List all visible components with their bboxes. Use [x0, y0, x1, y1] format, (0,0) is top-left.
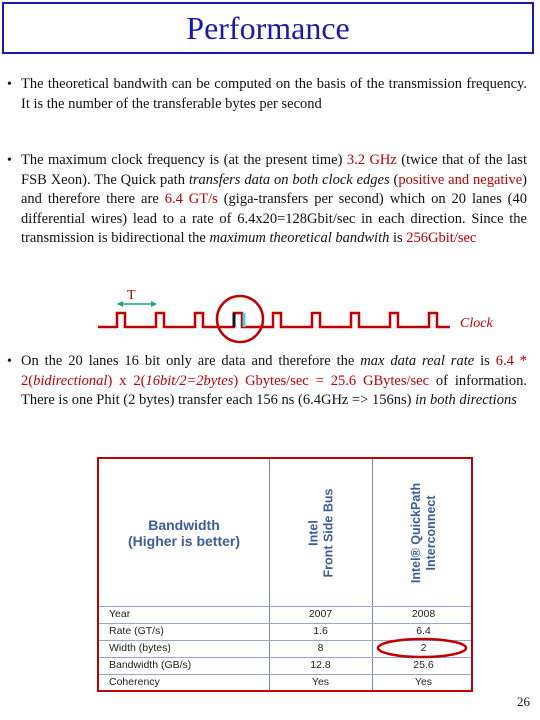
text-run: transfers data on both clock edges [188, 171, 390, 188]
qpi-value: 6.4 [416, 625, 431, 637]
text-run: positive and negative [398, 171, 523, 188]
bullet-paragraph-2 [7, 151, 528, 249]
text-run: max data real rate [360, 353, 475, 369]
text-run: 6.4 GT/s [164, 191, 218, 207]
clock-waveform [98, 313, 450, 327]
text-run: ( [389, 171, 399, 188]
qpi-value: 2008 [411, 608, 436, 620]
text-run: ) x 2( [107, 372, 146, 389]
table-heading-line2: (Higher is better) [127, 532, 240, 549]
column-header-qpi-line1: Intel® QuickPath [409, 482, 424, 583]
text-run: of information. There is one Phit (2 bytes) transfer each 156 ns (6.4GHz => 156ns) [21, 372, 527, 408]
clock-label: Clock [460, 316, 493, 331]
text-run: 3.2 GHz [346, 152, 397, 168]
bullet-paragraph-3 [7, 352, 528, 411]
qpi-value: 2 [420, 642, 427, 654]
table-row [99, 606, 471, 623]
text-run: bidirectional [33, 372, 108, 389]
bullet-1-text: The theoretical bandwith can be computed on the basis of the transmission frequency. It is the number of the transferable bytes per second [21, 76, 527, 112]
period-arrow-head-right [151, 301, 157, 307]
row-label: Year [109, 608, 131, 620]
text-run: (giga-transfers per second) which on 20 lanes (40 differential wires) lead to a rate of 6.4x20=128Gbit/sec in each direction. Since the transmission is bidirectional the [21, 191, 528, 246]
fsb-value: 8 [317, 642, 324, 654]
bullet-paragraph-1 [7, 75, 527, 114]
row-label: Coherency [109, 676, 160, 688]
text-run: ) Gbytes/sec = 25.6 GBytes/sec [233, 372, 430, 389]
text-run: The maximum clock frequency is (at the present time) [21, 152, 347, 168]
edge-highlight-circle [217, 296, 263, 342]
bullet-dot: • [7, 77, 12, 92]
text-run: ) and therefore there are [21, 171, 527, 207]
row-label: Rate (GT/s) [109, 625, 164, 637]
table-row [99, 623, 471, 640]
clock-diagram [0, 285, 540, 345]
column-header-fsb-line1: Intel [306, 519, 320, 546]
slide-title: Performance [2, 2, 534, 54]
text-run: On the 20 lanes 16 bit only are data and therefore the [21, 353, 361, 369]
table-row [99, 640, 471, 657]
column-header-fsb [291, 459, 351, 606]
fsb-value: Yes [311, 676, 330, 688]
page-number: 26 [517, 694, 530, 709]
fsb-value: 1.6 [313, 625, 328, 637]
bullet-dot: • [7, 153, 12, 168]
fsb-value: 2007 [308, 608, 333, 620]
text-run: is [474, 353, 496, 369]
text-run: (twice that of the last FSB Xeon). The Quick path [21, 152, 527, 188]
text-run: 6.4 * 2( [21, 353, 528, 389]
column-header-qpi [394, 459, 454, 606]
qpi-value: Yes [414, 676, 433, 688]
column-header-fsb-line2: Front Side Bus [321, 488, 335, 577]
text-run: in both directions [415, 392, 517, 408]
table-heading-line1: Bandwidth [148, 516, 220, 533]
period-label: T [127, 288, 136, 303]
table-row [99, 657, 471, 674]
bandwidth-comparison-table [97, 457, 473, 692]
period-arrow-head-left [117, 301, 123, 307]
row-label: Bandwidth (GB/s) [109, 659, 192, 671]
table-heading [99, 459, 269, 606]
text-run: 16bit/2=2bytes [145, 372, 234, 389]
column-header-qpi-line2: Interconnect [424, 494, 439, 571]
table-row [99, 674, 471, 691]
text-run: is [389, 230, 407, 246]
fsb-value: 12.8 [310, 659, 331, 671]
text-run: maximum theoretical bandwith [209, 230, 390, 246]
text-run: 256Gbit/sec [406, 230, 477, 246]
row-label: Width (bytes) [109, 642, 171, 654]
qpi-value: 25.6 [413, 659, 434, 671]
bullet-dot: • [7, 354, 12, 369]
